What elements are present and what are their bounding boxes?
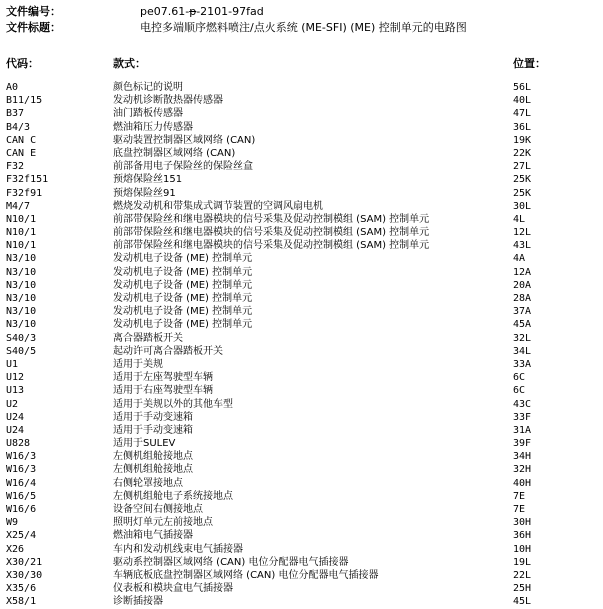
- component-desc: 适用于SULEV: [113, 438, 176, 450]
- component-desc: 诊断插接器: [113, 596, 163, 608]
- component-row: [0, 556, 603, 569]
- component-row: [0, 595, 603, 608]
- component-position: 4A: [513, 253, 526, 265]
- component-position: 33A: [513, 358, 532, 370]
- component-row: [0, 252, 603, 265]
- component-position: 6C: [513, 385, 526, 397]
- component-position: 36H: [513, 530, 532, 542]
- component-code: U24: [6, 424, 25, 436]
- component-position: 34L: [513, 345, 532, 357]
- component-desc: 右侧轮罩接地点: [113, 477, 183, 489]
- component-desc: 适用于左座驾驶型车辆: [113, 372, 213, 384]
- component-code: F32f91: [6, 187, 43, 199]
- component-row: [0, 477, 603, 490]
- component-position: 4L: [513, 213, 526, 225]
- component-desc: 燃烧发动机和带集成式调节装置的空调风扇电机: [113, 200, 323, 212]
- component-code: U828: [6, 438, 31, 450]
- component-position: 7E: [513, 490, 526, 502]
- component-desc: 起动许可离合器踏板开关: [113, 345, 223, 357]
- component-row: [0, 424, 603, 437]
- component-code: U12: [6, 372, 25, 384]
- component-desc: 油门踏板传感器: [113, 108, 183, 120]
- component-desc: 发动机电子设备 (ME) 控制单元: [113, 253, 253, 265]
- component-position: 30L: [513, 200, 532, 212]
- component-desc: 发动机诊断散热器传感器: [113, 95, 223, 107]
- component-code: U2: [6, 398, 19, 410]
- component-desc: 发动机电子设备 (ME) 控制单元: [113, 279, 253, 291]
- component-code: CAN E: [6, 147, 37, 159]
- component-desc: 颜色标记的说明: [113, 82, 183, 93]
- doc-number-strike: p: [189, 5, 197, 18]
- component-code: W16/3: [6, 464, 37, 476]
- component-position: 39F: [513, 438, 532, 450]
- component-position: 30H: [513, 517, 532, 529]
- component-code: B11/15: [6, 95, 43, 107]
- doc-title-value: 电控多端顺序燃料喷注/点火系统 (ME-SFI) (ME) 控制单元的电路图: [140, 21, 467, 34]
- component-desc: 前部备用电子保险丝的保险丝盒: [113, 161, 253, 173]
- component-position: 56L: [513, 82, 532, 93]
- component-position: 20A: [513, 279, 532, 291]
- component-code: N3/10: [6, 319, 37, 331]
- component-position: 33F: [513, 411, 532, 423]
- component-position: 31A: [513, 424, 532, 436]
- component-desc: 前部带保险丝和继电器模块的信号采集及促动控制模组 (SAM) 控制单元: [113, 240, 430, 252]
- component-row: [0, 529, 603, 542]
- component-row: [0, 279, 603, 292]
- component-position: 6C: [513, 372, 526, 384]
- component-code: W16/5: [6, 490, 37, 502]
- component-desc: 离合器踏板开关: [113, 332, 183, 344]
- component-list: [0, 81, 603, 609]
- component-position: 40H: [513, 477, 532, 489]
- component-desc: 照明灯单元左前接地点: [113, 517, 213, 529]
- doc-number-prefix: pe07.61-: [140, 5, 190, 18]
- column-header-pos: 位置：: [513, 57, 546, 70]
- component-desc: 燃油箱压力传感器: [113, 121, 193, 133]
- component-row: [0, 384, 603, 397]
- component-row: [0, 147, 603, 160]
- component-code: CAN C: [6, 134, 37, 146]
- component-row: [0, 292, 603, 305]
- component-position: 34H: [513, 451, 532, 463]
- component-code: X26: [6, 543, 25, 555]
- component-code: F32: [6, 161, 25, 173]
- component-desc: 适用于美规: [113, 358, 163, 370]
- component-position: 47L: [513, 108, 532, 120]
- component-row: [0, 226, 603, 239]
- doc-title-label: 文件标题：: [6, 21, 61, 34]
- component-position: 45L: [513, 596, 532, 608]
- component-position: 19K: [513, 134, 532, 146]
- component-desc: 前部带保险丝和继电器模块的信号采集及促动控制模组 (SAM) 控制单元: [113, 213, 430, 225]
- component-row: [0, 134, 603, 147]
- component-row: [0, 371, 603, 384]
- component-code: N3/10: [6, 279, 37, 291]
- column-header-desc: 款式：: [113, 57, 146, 70]
- component-code: N3/10: [6, 253, 37, 265]
- component-row: [0, 332, 603, 345]
- component-desc: 底盘控制器区域网络 (CAN): [113, 147, 236, 159]
- component-code: N10/1: [6, 227, 37, 239]
- component-desc: 前部带保险丝和继电器模块的信号采集及促动控制模组 (SAM) 控制单元: [113, 227, 430, 239]
- component-position: 28A: [513, 293, 532, 304]
- component-row: [0, 463, 603, 476]
- component-desc: 预熔保险丝151: [113, 174, 183, 186]
- component-desc: 预熔保险丝91: [113, 187, 176, 199]
- component-row: [0, 543, 603, 556]
- component-position: 22L: [513, 569, 532, 581]
- component-code: S40/3: [6, 332, 37, 344]
- component-row: [0, 437, 603, 450]
- component-desc: 驱动系控制器区域网络 (CAN) 电位分配器电气插接器: [113, 556, 349, 568]
- component-row: [0, 107, 603, 120]
- component-row: [0, 411, 603, 424]
- component-code: M4/7: [6, 200, 31, 212]
- component-code: N3/10: [6, 293, 37, 304]
- component-row: [0, 200, 603, 213]
- component-desc: 适用于手动变速箱: [113, 424, 193, 436]
- component-row: [0, 173, 603, 186]
- component-position: 25H: [513, 583, 532, 595]
- component-code: X30/30: [6, 569, 43, 581]
- component-row: [0, 121, 603, 134]
- component-code: U13: [6, 385, 25, 397]
- component-row: [0, 503, 603, 516]
- component-desc: 车辆底板底盘控制器区域网络 (CAN) 电位分配器电气插接器: [113, 569, 379, 581]
- component-row: [0, 450, 603, 463]
- component-position: 25K: [513, 174, 532, 186]
- component-desc: 发动机电子设备 (ME) 控制单元: [113, 319, 253, 331]
- component-desc: 适用于右座驾驶型车辆: [113, 385, 213, 397]
- component-code: N10/1: [6, 213, 37, 225]
- component-position: 36L: [513, 121, 532, 133]
- component-position: 12A: [513, 266, 532, 278]
- component-code: S40/5: [6, 345, 37, 357]
- component-row: [0, 318, 603, 331]
- component-row: [0, 81, 603, 94]
- component-code: B4/3: [6, 121, 31, 133]
- component-code: U1: [6, 358, 19, 370]
- component-row: [0, 187, 603, 200]
- component-desc: 适用于美规以外的其他车型: [113, 398, 233, 410]
- component-row: [0, 266, 603, 279]
- component-row: [0, 582, 603, 595]
- component-position: 37A: [513, 306, 532, 318]
- component-code: W16/6: [6, 504, 37, 515]
- component-row: [0, 94, 603, 107]
- component-position: 25K: [513, 187, 532, 199]
- component-code: B37: [6, 108, 25, 120]
- component-position: 10H: [513, 543, 532, 555]
- column-header-code: 代码：: [6, 57, 39, 70]
- doc-number-value: [140, 5, 264, 18]
- component-row: [0, 516, 603, 529]
- component-desc: 发动机电子设备 (ME) 控制单元: [113, 306, 253, 318]
- component-code: F32f151: [6, 174, 49, 186]
- doc-number-suffix: -2101-97fad: [196, 5, 264, 18]
- component-position: 45A: [513, 319, 532, 331]
- component-row: [0, 398, 603, 411]
- component-code: U24: [6, 411, 25, 423]
- component-row: [0, 305, 603, 318]
- component-position: 40L: [513, 95, 532, 107]
- doc-number-label: 文件编号：: [6, 5, 61, 18]
- component-position: 43L: [513, 240, 532, 252]
- component-desc: 发动机电子设备 (ME) 控制单元: [113, 293, 253, 304]
- component-row: [0, 160, 603, 173]
- component-code: X25/4: [6, 530, 37, 542]
- component-code: W9: [6, 517, 19, 529]
- component-position: 32H: [513, 464, 532, 476]
- component-desc: 左侧机组舱电子系统接地点: [113, 490, 233, 502]
- component-position: 43C: [513, 398, 532, 410]
- component-row: [0, 358, 603, 371]
- component-desc: 左侧机组舱接地点: [113, 451, 193, 463]
- component-code: N3/10: [6, 266, 37, 278]
- component-position: 22K: [513, 147, 532, 159]
- component-position: 32L: [513, 332, 532, 344]
- component-desc: 设备空间右侧接地点: [113, 504, 203, 515]
- component-code: W16/4: [6, 477, 37, 489]
- component-position: 7E: [513, 504, 526, 515]
- component-row: [0, 490, 603, 503]
- component-code: N10/1: [6, 240, 37, 252]
- component-position: 27L: [513, 161, 532, 173]
- component-desc: 驱动装置控制器区域网络 (CAN): [113, 134, 256, 146]
- component-desc: 左侧机组舱接地点: [113, 464, 193, 476]
- component-code: N3/10: [6, 306, 37, 318]
- component-row: [0, 345, 603, 358]
- component-code: W16/3: [6, 451, 37, 463]
- component-code: A0: [6, 82, 19, 93]
- component-code: X30/21: [6, 556, 43, 568]
- component-row: [0, 213, 603, 226]
- component-row: [0, 569, 603, 582]
- component-code: X58/1: [6, 596, 37, 608]
- component-row: [0, 239, 603, 252]
- component-desc: 仪表板和模块盒电气插接器: [113, 583, 233, 595]
- component-position: 19L: [513, 556, 532, 568]
- component-desc: 发动机电子设备 (ME) 控制单元: [113, 266, 253, 278]
- component-desc: 车内和发动机线束电气插接器: [113, 543, 243, 555]
- component-desc: 适用于手动变速箱: [113, 411, 193, 423]
- component-code: X35/6: [6, 583, 37, 595]
- component-desc: 燃油箱电气插接器: [113, 530, 193, 542]
- component-position: 12L: [513, 227, 532, 239]
